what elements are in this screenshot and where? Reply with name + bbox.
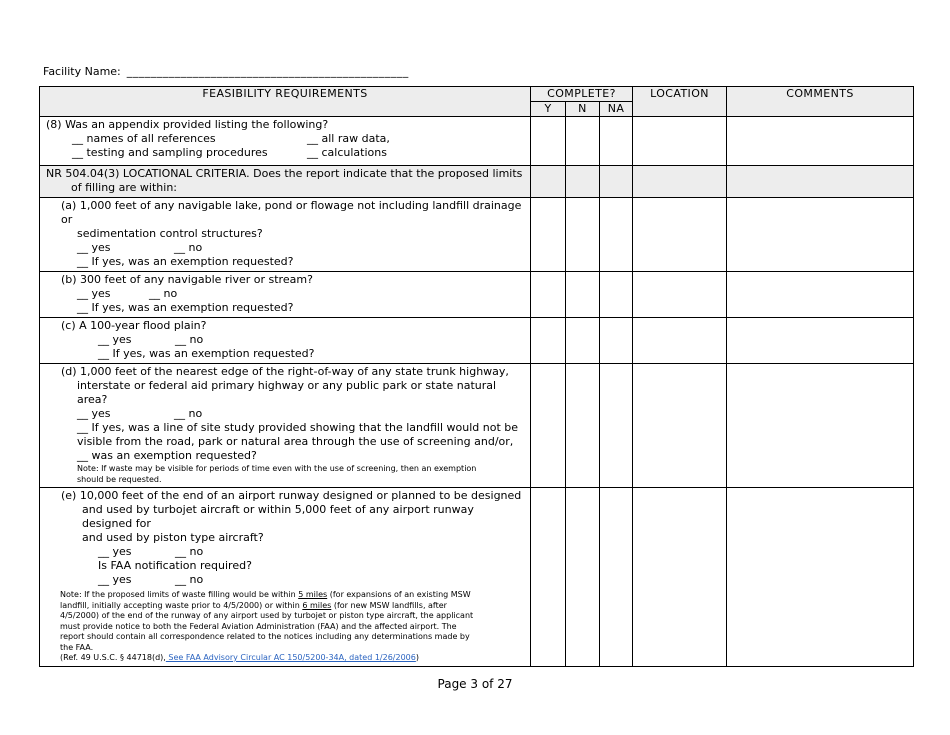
header-y: Y	[531, 102, 566, 117]
cell-comments[interactable]	[727, 166, 914, 198]
requirement-d	[40, 364, 530, 487]
faa-note: Note: If the proposed limits of waste filling would be within 5 miles (for expansions of an existing MSW landfill, initially accepting waste prior to 4/5/2000) or within 6 miles (for new MSW landfills, after 4/5/2000) of the end of the runway of any airport used by turbojet or piston type aircraft, the applicant must provide notice to both the Federal Aviation Administration (FAA) and the affected airport. The report should contain all correspondence related to the notices including any determinations made by the FAA. (Ref. 49 U.S.C. § 44718(d), See FAA Advisory Circular AC 150/5200-34A, dated 1/26/2006)	[60, 590, 474, 662]
cell-comments[interactable]	[727, 272, 914, 318]
yes-option: __ yes	[98, 545, 132, 558]
cell-location[interactable]	[633, 318, 727, 364]
facility-name-field	[43, 65, 409, 78]
checklist-item: __ calculations	[307, 146, 387, 159]
cell-na[interactable]	[600, 272, 633, 318]
requirement-line: and used by piston type aircraft?	[82, 531, 264, 544]
no-option: __ no	[175, 333, 204, 346]
cell-y[interactable]	[531, 488, 566, 667]
requirement-line: __ If yes, was a line of site study provided showing that the landfill would not be	[77, 421, 519, 434]
requirement-line: __ If yes, was an exemption requested?	[77, 255, 294, 268]
cell-comments[interactable]	[727, 117, 914, 166]
cell-n[interactable]	[566, 117, 600, 166]
yes-option: __ yes	[77, 241, 111, 254]
requirement-line: (c) A 100-year flood plain?	[61, 319, 207, 332]
header-location: LOCATION	[633, 87, 727, 117]
requirement-a	[40, 198, 530, 271]
cell-na[interactable]	[600, 488, 633, 667]
cell-n[interactable]	[566, 364, 600, 488]
note: Note: If waste may be visible for periods of time even with the use of screening, then an exemption should be requested.	[77, 464, 477, 484]
no-option: __ no	[174, 241, 203, 254]
cell-na[interactable]	[600, 198, 633, 272]
requirement-b	[40, 272, 530, 317]
faa-advisory-link[interactable]: See FAA Advisory Circular AC 150/5200-34A, dated 1/26/2006	[165, 653, 416, 662]
cell-comments[interactable]	[727, 318, 914, 364]
cell-comments[interactable]	[727, 364, 914, 488]
locational-line: NR 504.04(3) LOCATIONAL CRITERIA. Does the report indicate that the proposed limits	[46, 167, 523, 180]
yes-option: __ yes	[98, 573, 132, 586]
requirement-8	[40, 117, 530, 162]
cell-y[interactable]	[531, 117, 566, 166]
cell-y[interactable]	[531, 318, 566, 364]
requirement-line: sedimentation control structures?	[77, 227, 263, 240]
cell-location[interactable]	[633, 166, 727, 198]
cell-n[interactable]	[566, 198, 600, 272]
cell-location[interactable]	[633, 198, 727, 272]
requirement-line: (a) 1,000 feet of any navigable lake, pond or flowage not including landfill drainage or	[61, 199, 522, 226]
cell-y[interactable]	[531, 364, 566, 488]
locational-line: of filling are within:	[71, 181, 178, 194]
cell-na[interactable]	[600, 117, 633, 166]
requirement-line: visible from the road, park or natural area through the use of screening and/or,	[77, 435, 514, 448]
cell-location[interactable]	[633, 488, 727, 667]
table-row	[40, 198, 914, 272]
table-row	[40, 166, 914, 198]
requirement-line: __ If yes, was an exemption requested?	[98, 347, 315, 360]
checklist-item: __ testing and sampling procedures	[72, 146, 268, 159]
requirement-line: (d) 1,000 feet of the nearest edge of the right-of-way of any state trunk highway,	[61, 365, 509, 378]
facility-name-label: Facility Name:	[43, 65, 121, 78]
header-complete: COMPLETE?	[531, 87, 633, 102]
cell-na[interactable]	[600, 364, 633, 488]
requirement-line: (e) 10,000 feet of the end of an airport runway designed or planned to be designed	[61, 489, 522, 502]
cell-comments[interactable]	[727, 198, 914, 272]
cell-na[interactable]	[600, 166, 633, 198]
header-n: N	[566, 102, 600, 117]
cell-y[interactable]	[531, 272, 566, 318]
cell-n[interactable]	[566, 272, 600, 318]
no-option: __ no	[175, 545, 204, 558]
table-row	[40, 272, 914, 318]
yes-option: __ yes	[77, 287, 111, 300]
checklist-item: __ names of all references	[72, 132, 216, 145]
cell-location[interactable]	[633, 364, 727, 488]
requirement-line: __ If yes, was an exemption requested?	[77, 301, 294, 314]
requirement-e	[40, 488, 530, 666]
no-option: __ no	[149, 287, 178, 300]
cell-location[interactable]	[633, 272, 727, 318]
table-row	[40, 117, 914, 166]
no-option: __ no	[174, 407, 203, 420]
header-comments: COMMENTS	[727, 87, 914, 117]
facility-name-blank: _______________________________________________	[126, 65, 409, 78]
header-na: NA	[600, 102, 633, 117]
cell-y[interactable]	[531, 198, 566, 272]
feasibility-table	[39, 86, 914, 667]
cell-location[interactable]	[633, 117, 727, 166]
table-row	[40, 318, 914, 364]
requirement-line: interstate or federal aid primary highway or any public park or state natural area?	[77, 379, 497, 406]
header-feasibility: FEASIBILITY REQUIREMENTS	[40, 87, 531, 117]
requirement-c	[40, 318, 530, 363]
locational-criteria	[40, 166, 530, 197]
table-row	[40, 364, 914, 488]
cell-n[interactable]	[566, 166, 600, 198]
requirement-line: __ was an exemption requested?	[77, 449, 257, 462]
no-option: __ no	[175, 573, 204, 586]
checklist-item: __ all raw data,	[307, 132, 390, 145]
requirement-line: (b) 300 feet of any navigable river or stream?	[61, 273, 313, 286]
cell-y[interactable]	[531, 166, 566, 198]
cell-n[interactable]	[566, 318, 600, 364]
yes-option: __ yes	[77, 407, 111, 420]
requirement-line: and used by turbojet aircraft or within 5,000 feet of any airport runway designed for	[82, 503, 474, 530]
cell-na[interactable]	[600, 318, 633, 364]
yes-option: __ yes	[98, 333, 132, 346]
cell-comments[interactable]	[727, 488, 914, 667]
page-number: Page 3 of 27	[437, 677, 513, 691]
cell-n[interactable]	[566, 488, 600, 667]
requirement-8-title: (8) Was an appendix provided listing the following?	[46, 118, 329, 131]
faa-question: Is FAA notification required?	[98, 559, 252, 572]
table-row	[40, 488, 914, 667]
